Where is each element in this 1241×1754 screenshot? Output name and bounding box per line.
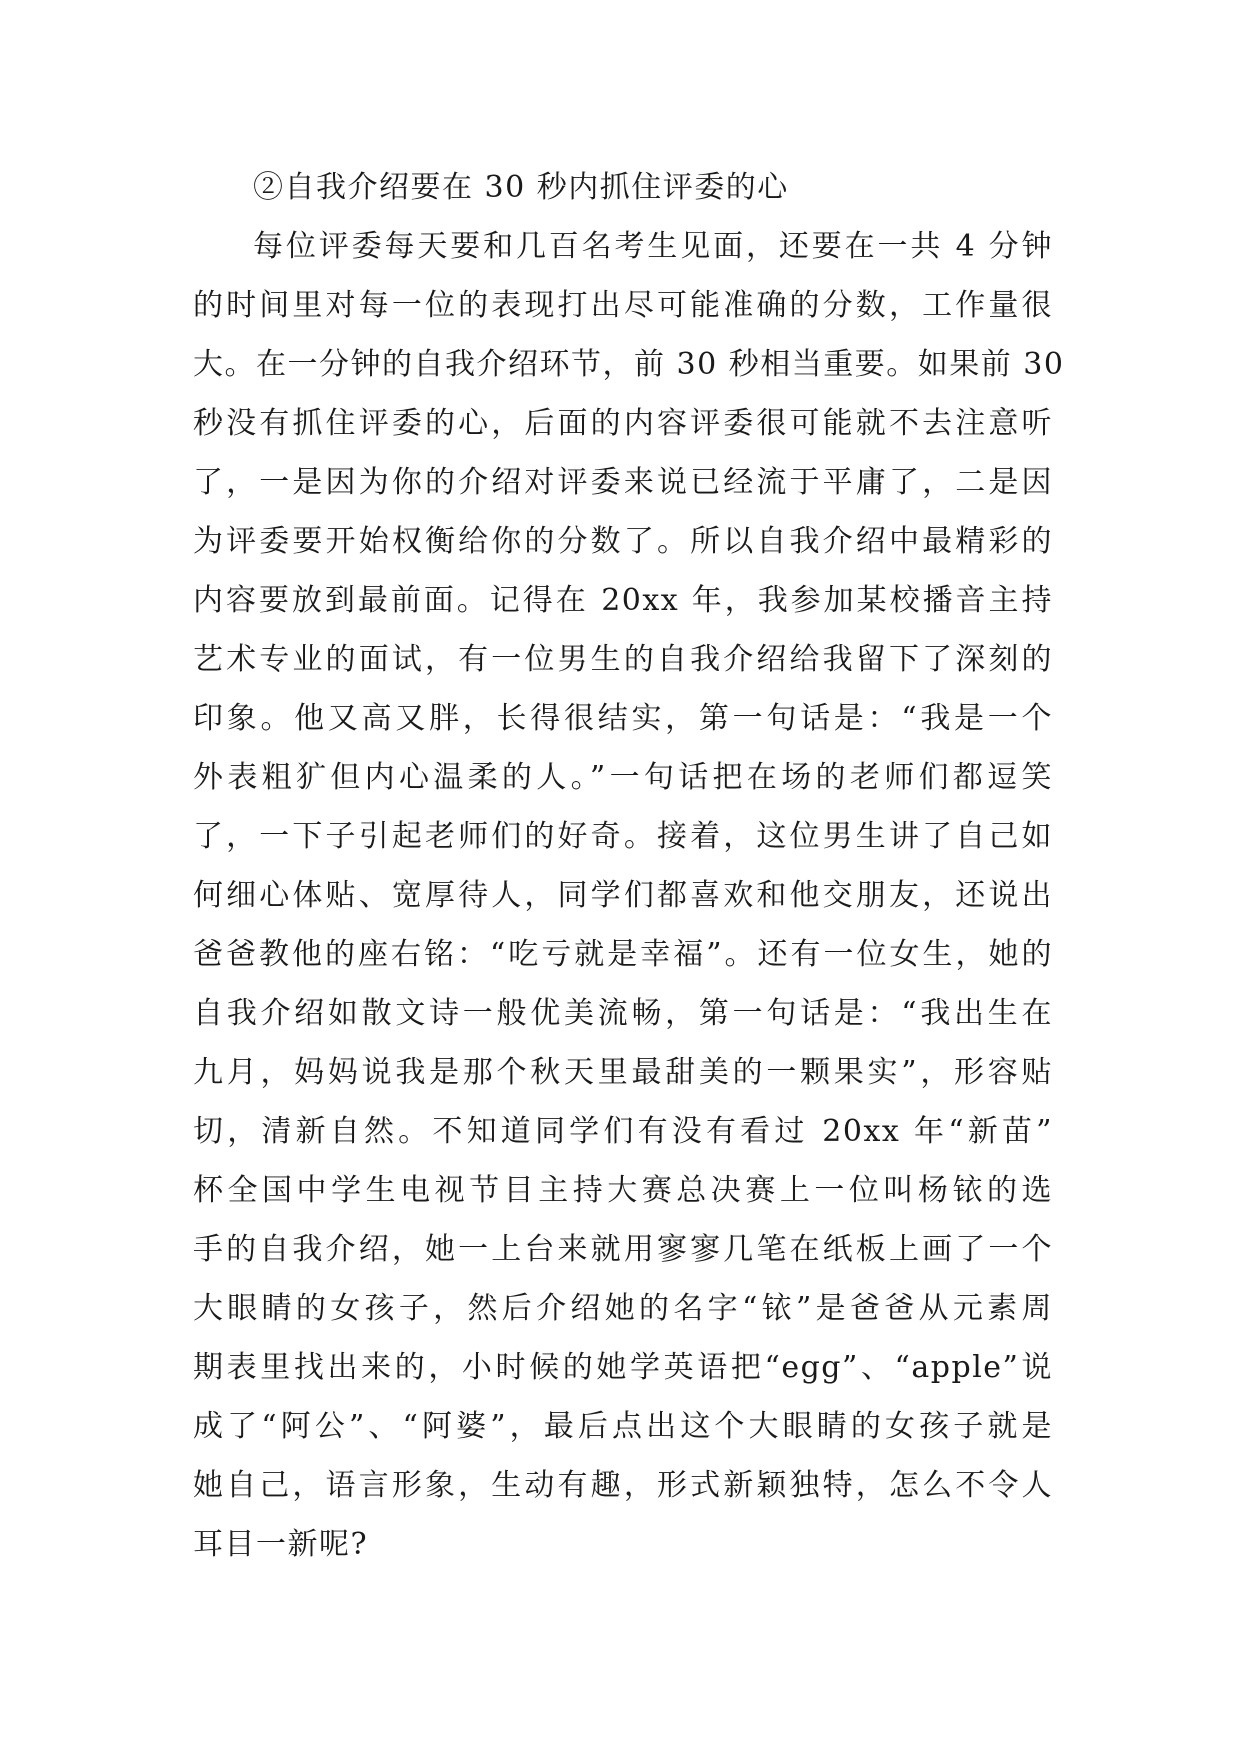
paragraph-line: 杯全国中学生电视节目主持大赛总决赛上一位叫杨铱的选	[193, 1173, 1053, 1208]
paragraph-line: 爸爸教他的座右铭：“吃亏就是幸福”。还有一位女生，她的	[193, 937, 1053, 972]
paragraph-line: 了，一下子引起老师们的好奇。接着，这位男生讲了自己如	[193, 819, 1053, 854]
paragraph-line: 了，一是因为你的介绍对评委来说已经流于平庸了，二是因	[193, 465, 1053, 500]
paragraph-line: 成了“阿公”、“阿婆”，最后点出这个大眼睛的女孩子就是	[193, 1409, 1053, 1444]
paragraph-line: 外表粗犷但内心温柔的人。”一句话把在场的老师们都逗笑	[193, 760, 1053, 795]
paragraph-line: 手的自我介绍，她一上台来就用寥寥几笔在纸板上画了一个	[193, 1232, 1053, 1267]
paragraph-line: 内容要放到最前面。记得在 20xx 年，我参加某校播音主持	[193, 583, 1053, 618]
paragraph-line: 九月，妈妈说我是那个秋天里最甜美的一颗果实”，形容贴	[193, 1055, 1053, 1090]
paragraph-line: 印象。他又高又胖，长得很结实，第一句话是：“我是一个	[193, 701, 1053, 736]
section-heading: ②自我介绍要在 30 秒内抓住评委的心	[253, 170, 789, 205]
paragraph-line: 何细心体贴、宽厚待人，同学们都喜欢和他交朋友，还说出	[193, 878, 1053, 913]
paragraph-line: 秒没有抓住评委的心，后面的内容评委很可能就不去注意听	[193, 406, 1053, 441]
paragraph	[193, 217, 1065, 1574]
paragraph-line: 艺术专业的面试，有一位男生的自我介绍给我留下了深刻的	[193, 642, 1053, 677]
paragraph-line: 每位评委每天要和几百名考生见面，还要在一共 4 分钟	[253, 229, 1053, 264]
paragraph-line: 大眼睛的女孩子，然后介绍她的名字“铱”是爸爸从元素周	[193, 1291, 1053, 1326]
paragraph-line: 大。在一分钟的自我介绍环节，前 30 秒相当重要。如果前 30	[193, 347, 1065, 382]
paragraph-line: 期表里找出来的，小时候的她学英语把“egg”、“apple”说	[193, 1350, 1053, 1385]
document-body	[193, 158, 1065, 1574]
paragraph-line: 的时间里对每一位的表现打出尽可能准确的分数，工作量很	[193, 288, 1053, 323]
paragraph-line: 切，清新自然。不知道同学们有没有看过 20xx 年“新苗”	[193, 1114, 1053, 1149]
paragraph-line: 自我介绍如散文诗一般优美流畅，第一句话是：“我出生在	[193, 996, 1053, 1031]
paragraph-line: 她自己，语言形象，生动有趣，形式新颖独特，怎么不令人	[193, 1468, 1053, 1503]
paragraph-line: 为评委要开始权衡给你的分数了。所以自我介绍中最精彩的	[193, 524, 1053, 559]
paragraph-line: 耳目一新呢?	[193, 1527, 369, 1562]
